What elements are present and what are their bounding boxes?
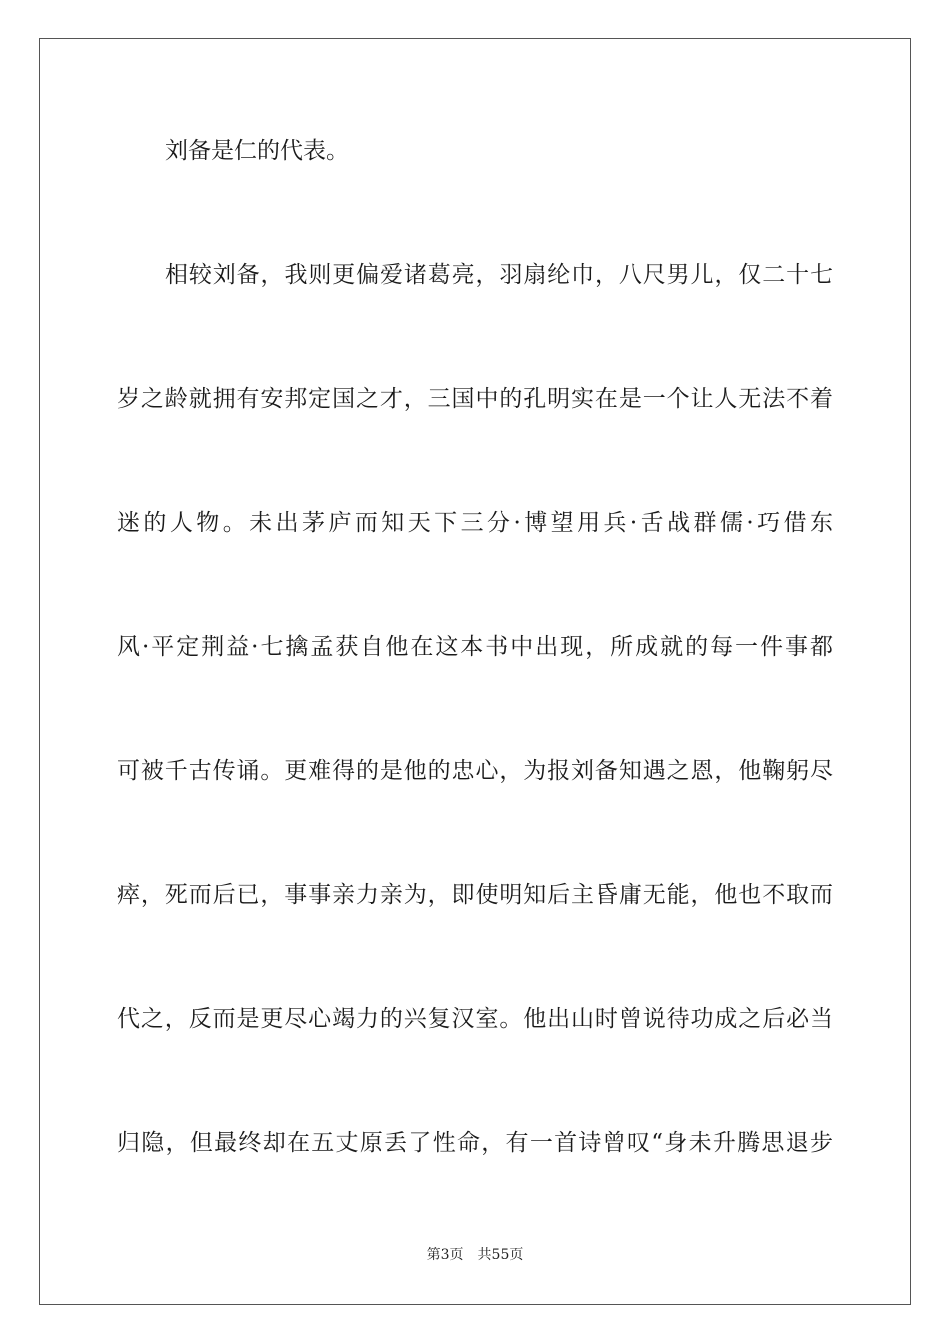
page-frame — [39, 38, 911, 1305]
page-total: 共55页 — [477, 1247, 524, 1263]
paragraph-2-line-7: 代之，反而是更尽心竭力的兴复汉室。他出山时曾说待功成之后必当 — [117, 1006, 833, 1032]
paragraph-2-line-3: 迷的人物。未出茅庐而知天下三分·博望用兵·舌战群儒·巧借东 — [117, 510, 833, 536]
page-number: 第3页 — [426, 1247, 464, 1263]
paragraph-2-line-1: 相较刘备，我则更偏爱诸葛亮，羽扇纶巾，八尺男儿，仅二十七 — [165, 262, 833, 288]
paragraph-1-line-1: 刘备是仁的代表。 — [165, 138, 349, 164]
paragraph-2-line-2: 岁之龄就拥有安邦定国之才，三国中的孔明实在是一个让人无法不着 — [117, 386, 833, 412]
page-footer — [0, 1246, 950, 1264]
paragraph-2-line-4: 风·平定荆益·七擒孟获自他在这本书中出现，所成就的每一件事都 — [117, 634, 833, 660]
paragraph-2-line-5: 可被千古传诵。更难得的是他的忠心，为报刘备知遇之恩，他鞠躬尽 — [117, 758, 833, 784]
paragraph-2-line-8: 归隐，但最终却在五丈原丢了性命，有一首诗曾叹“身未升腾思退步 — [117, 1130, 833, 1156]
paragraph-2-line-6: 瘁，死而后已，事事亲力亲为，即使明知后主昏庸无能，他也不取而 — [117, 882, 833, 908]
